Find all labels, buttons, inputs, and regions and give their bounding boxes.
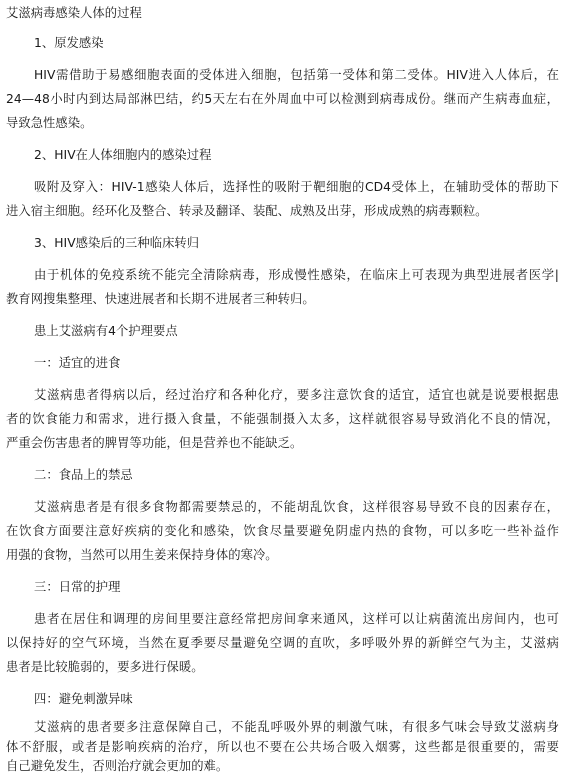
paragraph-line: 在饮食方面要注意好疾病的变化和感染，饮食尽量要避免阴虚内热的食物，可以多吃一些补益作 — [6, 524, 559, 538]
paragraph-line: 者的饮食能力和需求，进行摄入食量，不能强制摄入太多，这样就很容易导致消化不良的情况， — [6, 412, 559, 426]
paragraph-line: 患者是比较脆弱的，要多进行保暖。 — [6, 660, 204, 674]
paragraph-line: 24—48小时内到达局部淋巴结，约5天左右在外周血中可以检测到病毒成份。继而产生病毒血症， — [6, 92, 559, 106]
paragraph-line: 导致急性感染。 — [6, 116, 93, 130]
paragraph-line: HIV需借助于易感细胞表面的受体进入细胞，包括第一受体和第二受体。HIV进入人体后，在 — [34, 68, 559, 82]
section-heading: 四：避免刺激异味 — [34, 692, 133, 706]
paragraph-line: 艾滋病的患者要多注意保障自己，不能乱呼吸外界的刺激气味，有很多气味会导致艾滋病身 — [34, 720, 559, 734]
paragraph-line: 教育网搜集整理、快速进展者和长期不进展者三种转归。 — [6, 292, 315, 306]
paragraph-line: 由于机体的免疫系统不能完全清除病毒，形成慢性感染，在临床上可表现为典型进展者医学| — [34, 268, 559, 282]
section-heading: 2、HIV在人体细胞内的感染过程 — [34, 148, 212, 162]
paragraph-line: 自己避免发生，否则治疗就会更加的难。 — [6, 759, 229, 773]
section-heading: 患上艾滋病有4个护理要点 — [34, 324, 178, 338]
paragraph-line: 用强的食物，当然可以用生姜来保持身体的寒冷。 — [6, 548, 278, 562]
paragraph-line: 体不舒服，或者是影响疾病的治疗，所以也不要在公共场合吸入烟雾，这些都是很重要的，需要 — [6, 740, 559, 754]
paragraph-line: 患者在居住和调理的房间里要注意经常把房间拿来通风，这样可以让病菌流出房间内，也可 — [34, 612, 559, 626]
document-title: 艾滋病毒感染人体的过程 — [6, 6, 142, 20]
section-heading: 1、原发感染 — [34, 36, 104, 50]
paragraph-line: 艾滋病患者是有很多食物都需要禁忌的，不能胡乱饮食，这样很容易导致不良的因素存在， — [34, 500, 559, 514]
section-heading: 一：适宜的进食 — [34, 356, 121, 370]
paragraph-line: 艾滋病患者得病以后，经过治疗和各种化疗，要多注意饮食的适宜，适宜也就是说要根据患 — [34, 388, 559, 402]
paragraph-line: 进入宿主细胞。经环化及整合、转录及翻译、装配、成熟及出芽，形成成熟的病毒颗粒。 — [6, 204, 488, 218]
paragraph-line: 严重会伤害患者的脾胃等功能，但是营养也不能缺乏。 — [6, 436, 303, 450]
paragraph-line: 吸附及穿入：HIV-1感染人体后，选择性的吸附于靶细胞的CD4受体上，在辅助受体的帮助下 — [34, 180, 559, 194]
section-heading: 三：日常的护理 — [34, 580, 121, 594]
paragraph-line: 以保持好的空气环境，当然在夏季要尽量避免空调的直吹，多呼吸外界的新鲜空气为主，艾滋病 — [6, 636, 559, 650]
section-heading: 3、HIV感染后的三种临床转归 — [34, 236, 200, 250]
section-heading: 二：食品上的禁忌 — [34, 468, 133, 482]
